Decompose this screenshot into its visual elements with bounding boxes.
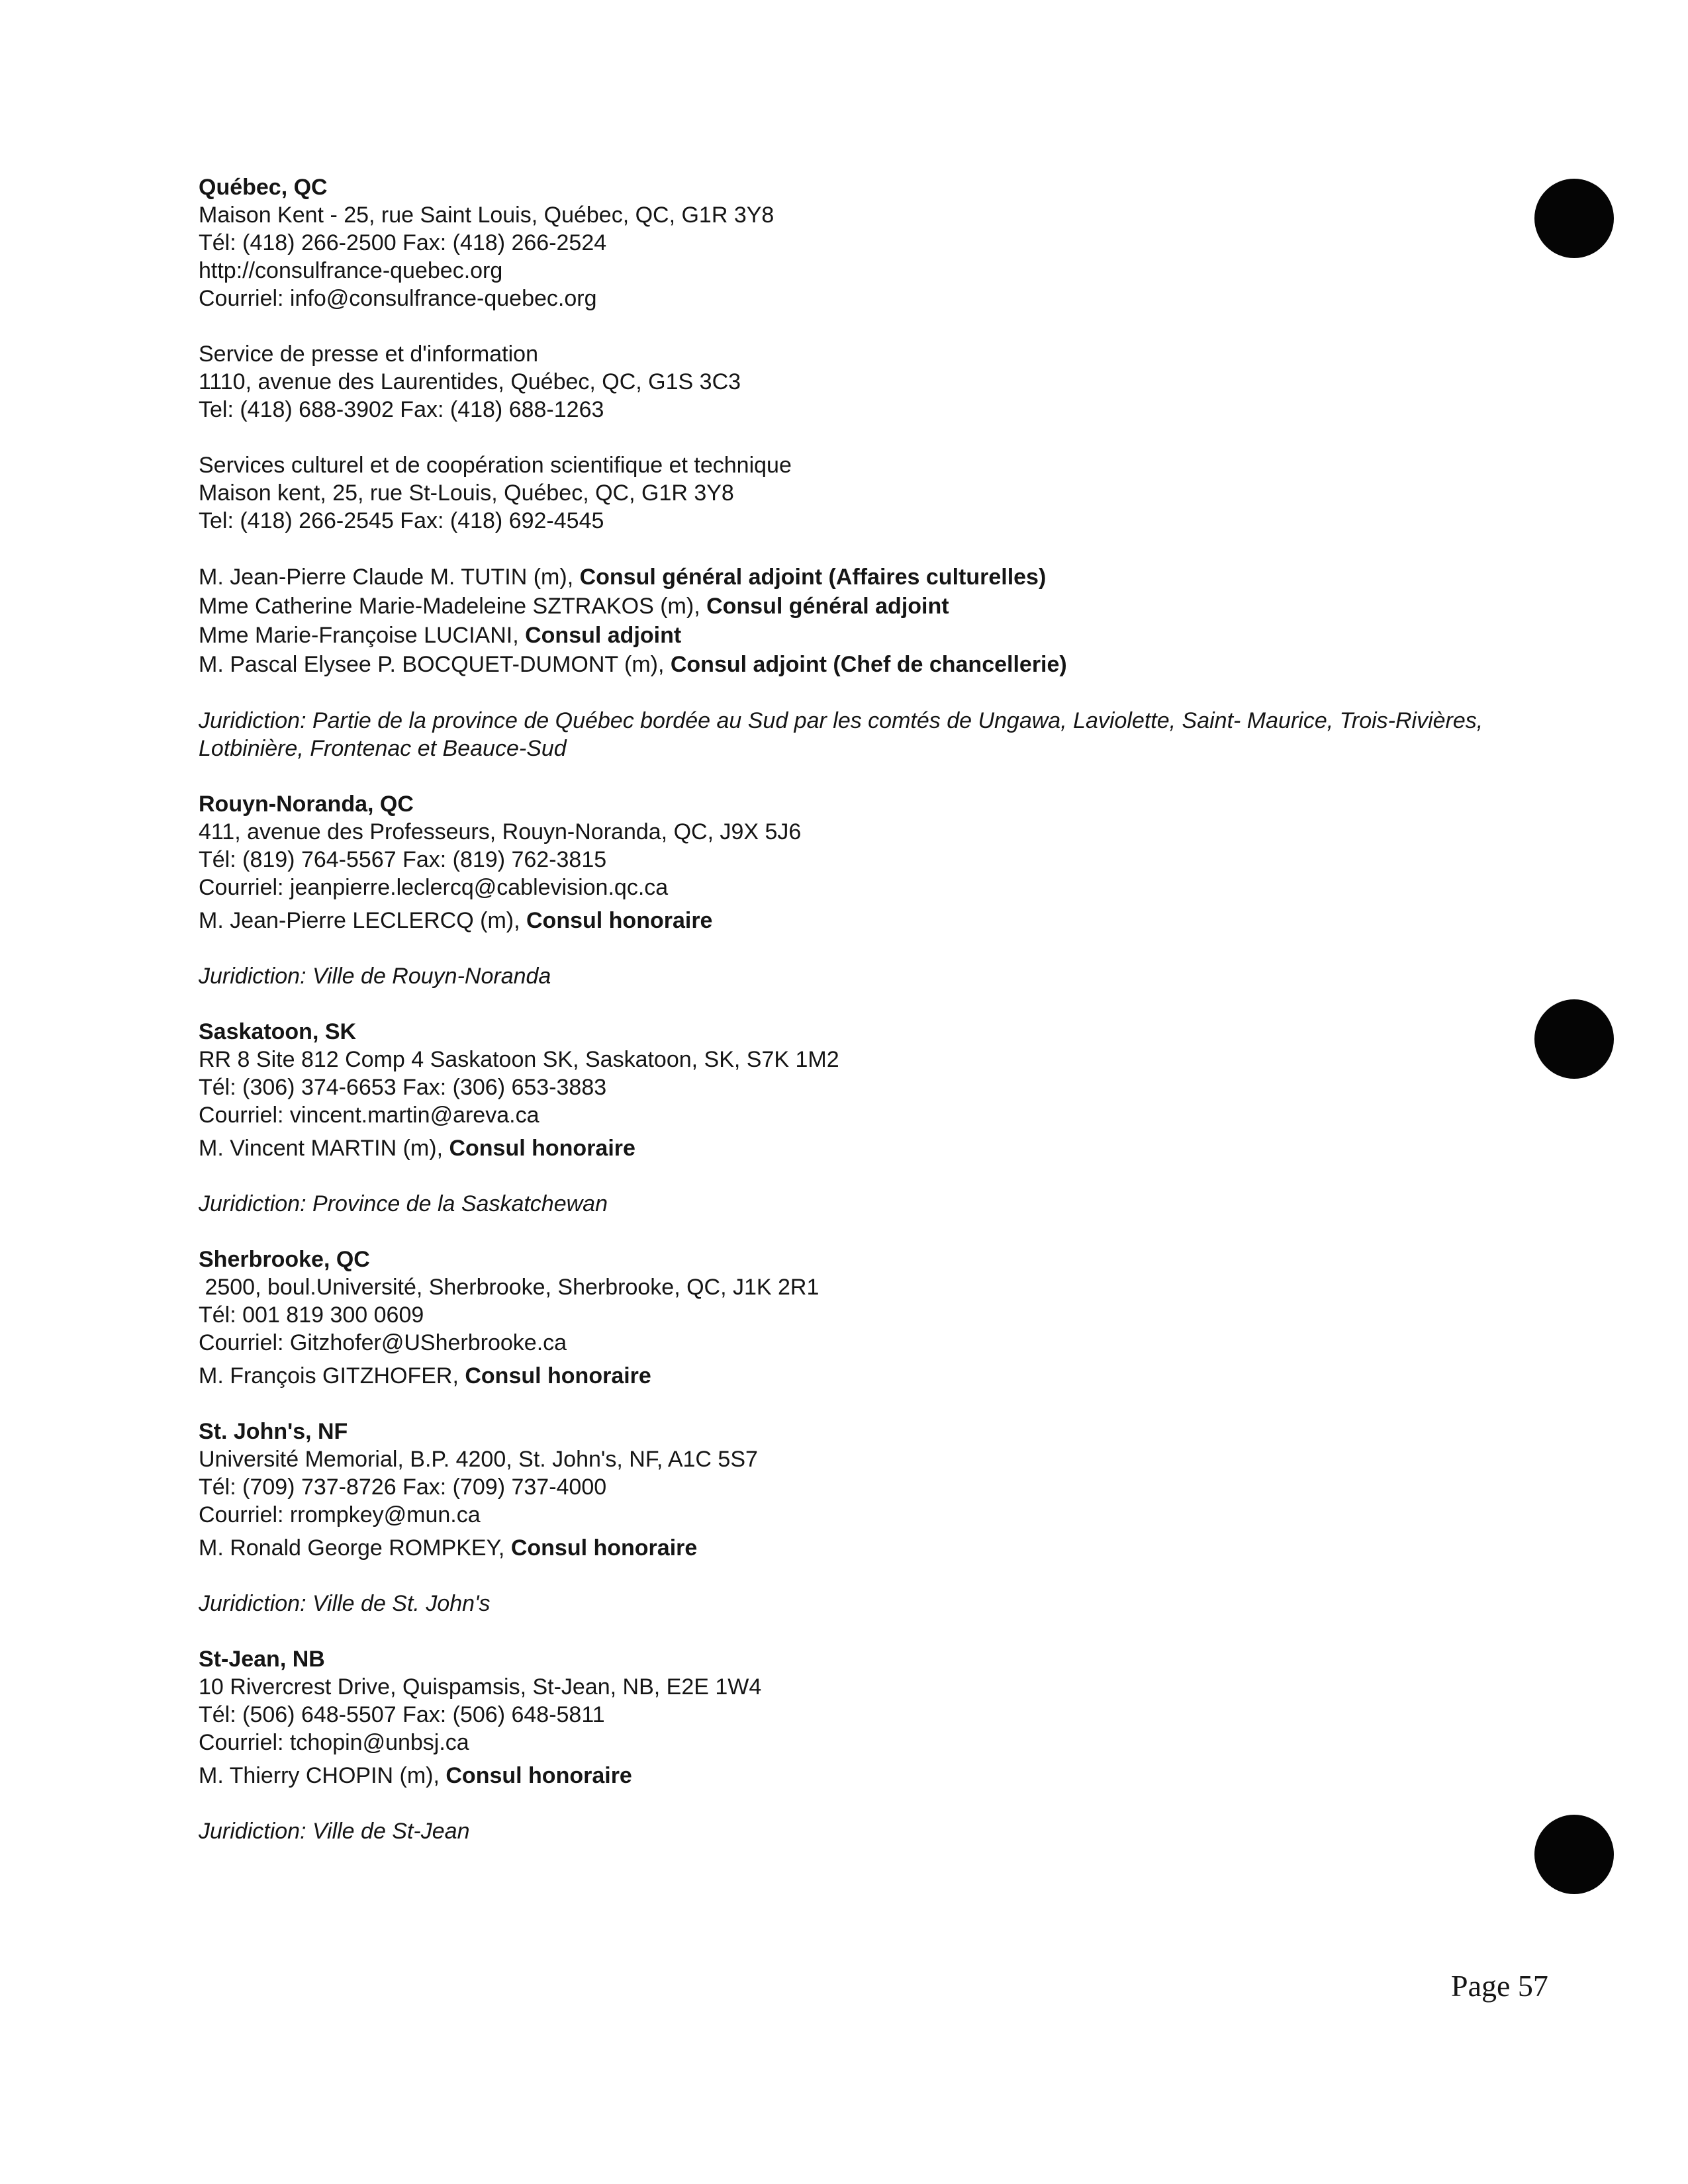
entry-heading: Rouyn-Noranda, QC [199,792,414,817]
staff-title: Consul adjoint [525,623,682,648]
page-number: Page 57 [1451,1969,1548,2003]
entry-phone: Tél: (709) 737-8726 Fax: (709) 737-4000 [199,1475,607,1500]
entry-email: Courriel: tchopin@unbsj.ca [199,1730,469,1755]
entry-jurisdiction: Juridiction: Province de la Saskatchewan [199,1191,608,1216]
entry-heading: St. John's, NF [199,1419,348,1444]
entry-phone: Tél: (819) 764-5567 Fax: (819) 762-3815 [199,847,607,872]
entry-sherbrooke [199,1246,1536,1390]
consulate-listing [199,173,1536,1845]
staff-name: M. Ronald George ROMPKEY, [199,1535,511,1561]
staff-name: M. François GITZHOFER, [199,1363,465,1388]
entry-address: Maison Kent - 25, rue Saint Louis, Québec, QC, G1R 3Y8 [199,203,774,228]
cultural-service-address: Maison kent, 25, rue St-Louis, Québec, QC, G1R 3Y8 [199,480,734,506]
entry-email: Courriel: vincent.martin@areva.ca [199,1103,539,1128]
entry-jurisdiction: Juridiction: Partie de la province de Québec bordée au Sud par les comtés de Ungawa, Laviolette, Saint- Maurice, Trois-Rivières, Lotbinière, Frontenac et Beauce-Sud [199,708,1483,761]
staff-line [199,1762,1536,1790]
entry-address: Université Memorial, B.P. 4200, St. John's, NF, A1C 5S7 [199,1447,758,1472]
staff-name: Mme Marie-Françoise LUCIANI, [199,623,526,648]
staff-title: Consul honoraire [445,1763,632,1788]
entry-address: 411, avenue des Professeurs, Rouyn-Noranda, QC, J9X 5J6 [199,819,802,844]
staff-line [199,1534,1536,1562]
staff-line [199,1134,1536,1162]
entry-email: Courriel: rrompkey@mun.ca [199,1502,481,1527]
staff-line [199,650,1536,679]
entry-address: RR 8 Site 812 Comp 4 Saskatoon SK, Saskatoon, SK, S7K 1M2 [199,1047,839,1072]
staff-title: Consul honoraire [465,1363,651,1388]
entry-heading: Saskatoon, SK [199,1019,357,1044]
press-service-name: Service de presse et d'information [199,341,538,367]
punch-hole-middle [1534,999,1614,1079]
entry-address: 10 Rivercrest Drive, Quispamsis, St-Jean, NB, E2E 1W4 [199,1674,762,1700]
staff-line [199,563,1536,592]
staff-title: Consul honoraire [526,908,713,933]
punch-hole-top [1534,179,1614,258]
entry-email: Courriel: jeanpierre.leclercq@cablevision.qc.ca [199,875,669,900]
entry-saskatoon [199,1018,1536,1218]
staff-name: M. Jean-Pierre LECLERCQ (m), [199,908,526,933]
staff-line [199,907,1536,934]
entry-address: 2500, boul.Université, Sherbrooke, Sherbrooke, QC, J1K 2R1 [199,1275,820,1300]
entry-email: Courriel: Gitzhofer@USherbrooke.ca [199,1330,567,1355]
cultural-service-phone: Tel: (418) 266-2545 Fax: (418) 692-4545 [199,508,604,533]
entry-phone: Tél: (418) 266-2500 Fax: (418) 266-2524 [199,230,607,255]
staff-title: Consul honoraire [449,1136,635,1161]
entry-phone: Tél: (306) 374-6653 Fax: (306) 653-3883 [199,1075,607,1100]
staff-title: Consul général adjoint (Affaires culturelles) [579,565,1047,590]
staff-name: M. Pascal Elysee P. BOCQUET-DUMONT (m), [199,652,671,677]
staff-line [199,621,1536,650]
entry-heading: Sherbrooke, QC [199,1247,370,1272]
entry-jurisdiction: Juridiction: Ville de St-Jean [199,1819,470,1844]
staff-title: Consul général adjoint [706,594,949,619]
cultural-service-name: Services culturel et de coopération scientifique et technique [199,453,792,478]
entry-st-jean [199,1645,1536,1845]
entry-rouyn-noranda [199,790,1536,990]
staff-name: M. Thierry CHOPIN (m), [199,1763,446,1788]
staff-name: Mme Catherine Marie-Madeleine SZTRAKOS (m), [199,594,707,619]
entry-website: http://consulfrance-quebec.org [199,258,503,283]
entry-st-johns [199,1418,1536,1617]
punch-hole-bottom [1534,1815,1614,1894]
entry-jurisdiction: Juridiction: Ville de St. John's [199,1591,491,1616]
entry-phone: Tél: 001 819 300 0609 [199,1302,424,1328]
press-service-address: 1110, avenue des Laurentides, Québec, QC, G1S 3C3 [199,369,741,394]
press-service-phone: Tel: (418) 688-3902 Fax: (418) 688-1263 [199,397,604,422]
staff-title: Consul adjoint (Chef de chancellerie) [670,652,1067,677]
staff-line [199,1362,1536,1390]
staff-title: Consul honoraire [510,1535,698,1561]
entry-heading: Québec, QC [199,175,328,200]
entry-email: Courriel: info@consulfrance-quebec.org [199,286,597,311]
staff-name: M. Vincent MARTIN (m), [199,1136,449,1161]
staff-name: M. Jean-Pierre Claude M. TUTIN (m), [199,565,580,590]
entry-phone: Tél: (506) 648-5507 Fax: (506) 648-5811 [199,1702,605,1727]
entry-jurisdiction: Juridiction: Ville de Rouyn-Noranda [199,964,551,989]
entry-quebec [199,173,1536,762]
staff-line [199,592,1536,621]
entry-heading: St-Jean, NB [199,1647,325,1672]
